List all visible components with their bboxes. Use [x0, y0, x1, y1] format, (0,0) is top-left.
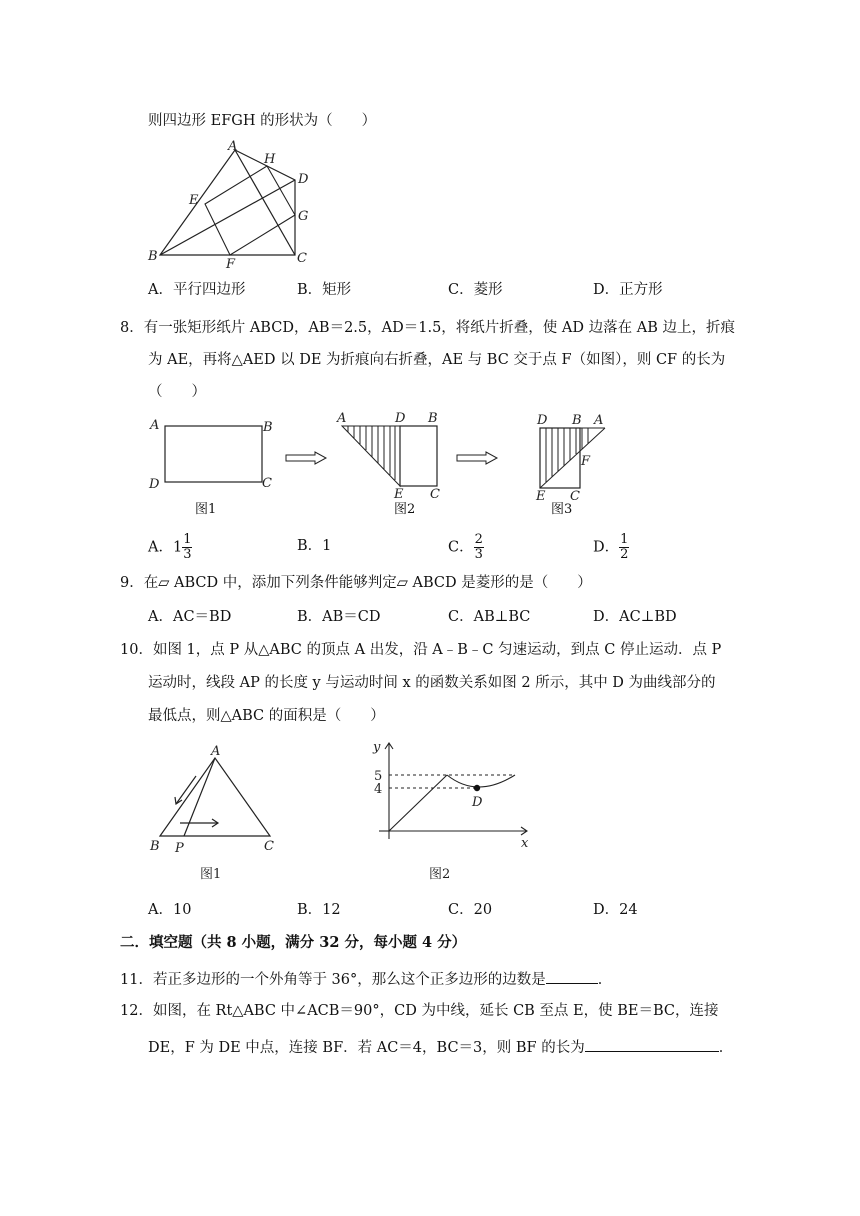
q10-option-b: B．12 — [297, 902, 341, 918]
q7-label-G: G — [298, 209, 309, 224]
q8-f2-C: C — [430, 487, 440, 502]
q12-answer-blank — [585, 1035, 719, 1052]
q8-f1-B: B — [263, 420, 273, 435]
q7-option-a: A．平行四边形 — [148, 282, 246, 298]
q7-label-B: B — [148, 249, 158, 264]
q10-line-2: 运动时，线段 AP 的长度 y 与运动时间 x 的函数关系如图 2 所示，其中 D 为曲线部分的 — [148, 675, 716, 691]
q10-f2-five: 5 — [374, 769, 383, 784]
q8-arrow-2 — [456, 451, 498, 465]
q8-line-2: 为 AE，再将△AED 以 DE 为折痕向右折叠，AE 与 BC 交于点 F（如图），则 CF 的长为 — [148, 352, 726, 368]
q7-label-F: F — [226, 257, 236, 272]
q8-option-a-label: A．1 — [148, 539, 183, 556]
q8-option-b: B．1 — [297, 538, 332, 554]
q10-f2-x: x — [521, 836, 529, 851]
q8-option-a — [148, 533, 192, 562]
q8-line-3: （ ） — [148, 384, 206, 400]
q10-f1-A: A — [211, 744, 221, 759]
q10-option-a: A．10 — [148, 902, 192, 918]
q7-tail-text: 则四边形 EFGH 的形状为（ ） — [148, 113, 377, 129]
q8-fig1-caption: 图1 — [195, 502, 217, 517]
q12-line-1: 12．如图，在 Rt△ABC 中∠ACB＝90°，CD 为中线，延长 CB 至点 E，使 BE＝BC，连接 — [120, 1003, 719, 1019]
q10-f2-four: 4 — [374, 782, 383, 797]
q8-arrow-1 — [285, 451, 327, 465]
q7-label-H: H — [264, 152, 276, 167]
q10-line-1: 10．如图 1，点 P 从△ABC 的顶点 A 出发，沿 A﹣B﹣C 匀速运动，到点 C 停止运动．点 P — [120, 642, 722, 658]
q8-option-c-fraction: $\frac{2}{3}$ — [474, 532, 483, 562]
q9-option-d: D．AC⊥BD — [593, 609, 677, 625]
q11-end: ． — [597, 972, 613, 988]
q8-line-1: 8．有一张矩形纸片 ABCD，AB＝2.5，AD＝1.5，将纸片折叠，使 AD 边落在 AB 边上，折痕 — [120, 320, 735, 336]
q8-f3-F: F — [581, 454, 591, 469]
q11-line — [120, 967, 612, 990]
q8-option-a-fraction: $\frac{1}{3}$ — [183, 532, 192, 562]
q8-f3-A: A — [594, 413, 604, 428]
q8-f2-B: B — [428, 411, 438, 426]
q8-f3-C: C — [570, 489, 580, 504]
q11-answer-blank — [546, 967, 598, 984]
q8-f3-D: D — [537, 413, 548, 428]
q7-option-b: B．矩形 — [297, 282, 352, 298]
q10-figure-2 — [365, 735, 540, 885]
q7-label-C: C — [297, 251, 307, 266]
q10-option-d: D．24 — [593, 902, 638, 918]
q10-figure-1 — [140, 740, 285, 885]
q8-f3-B: B — [572, 413, 582, 428]
q8-fig3-caption: 图3 — [551, 502, 573, 517]
q12-text: DE，F 为 DE 中点，连接 BF．若 AC＝4，BC＝3，则 BF 的长为 — [148, 1040, 585, 1056]
q7-option-d: D．正方形 — [593, 282, 663, 298]
q8-option-d-label: D． — [593, 539, 620, 556]
q8-figure-3 — [530, 406, 620, 521]
q11-text: 11．若正多边形的一个外角等于 36°，那么这个正多边形的边数是 — [120, 972, 546, 988]
q7-label-A: A — [228, 139, 238, 154]
q8-f1-A: A — [150, 418, 160, 433]
q8-f1-C: C — [262, 476, 272, 491]
q7-option-c: C．菱形 — [448, 282, 503, 298]
q10-option-c: C．20 — [448, 902, 493, 918]
q10-f1-B: B — [150, 839, 160, 854]
q9-option-b: B．AB＝CD — [297, 609, 381, 625]
q8-f2-D: D — [395, 411, 406, 426]
q10-f1-C: C — [264, 839, 274, 854]
q8-option-c — [448, 533, 484, 562]
q8-f3-E: E — [536, 489, 546, 504]
q10-f2-y: y — [373, 740, 381, 755]
q8-f2-E: E — [394, 487, 404, 502]
q9-line: 9．在▱ ABCD 中，添加下列条件能够判定▱ ABCD 是菱形的是（ ） — [120, 575, 592, 591]
q9-option-a: A．AC＝BD — [148, 609, 232, 625]
q8-option-c-label: C． — [448, 539, 474, 556]
q9-option-c: C．AB⊥BC — [448, 609, 531, 625]
q8-f2-A: A — [337, 411, 347, 426]
q12-end: ． — [718, 1040, 734, 1056]
q8-option-d-fraction: $\frac{1}{2}$ — [620, 532, 629, 562]
q8-figure-2 — [332, 406, 452, 521]
q10-f1-P: P — [175, 841, 184, 856]
q8-fig2-caption: 图2 — [394, 502, 416, 517]
q10-line-3: 最低点，则△ABC 的面积是（ ） — [148, 708, 385, 724]
q10-f2-D: D — [472, 795, 483, 810]
q12-line-2 — [148, 1035, 733, 1058]
q7-label-E: E — [189, 193, 199, 208]
q8-option-d — [593, 533, 629, 562]
q7-figure — [140, 138, 320, 272]
q10-fig2-caption: 图2 — [429, 867, 451, 882]
q8-f1-D: D — [149, 477, 160, 492]
section-heading: 二．填空题（共 8 小题，满分 32 分，每小题 4 分） — [120, 934, 467, 951]
q7-label-D: D — [298, 172, 309, 187]
q10-fig1-caption: 图1 — [200, 867, 222, 882]
